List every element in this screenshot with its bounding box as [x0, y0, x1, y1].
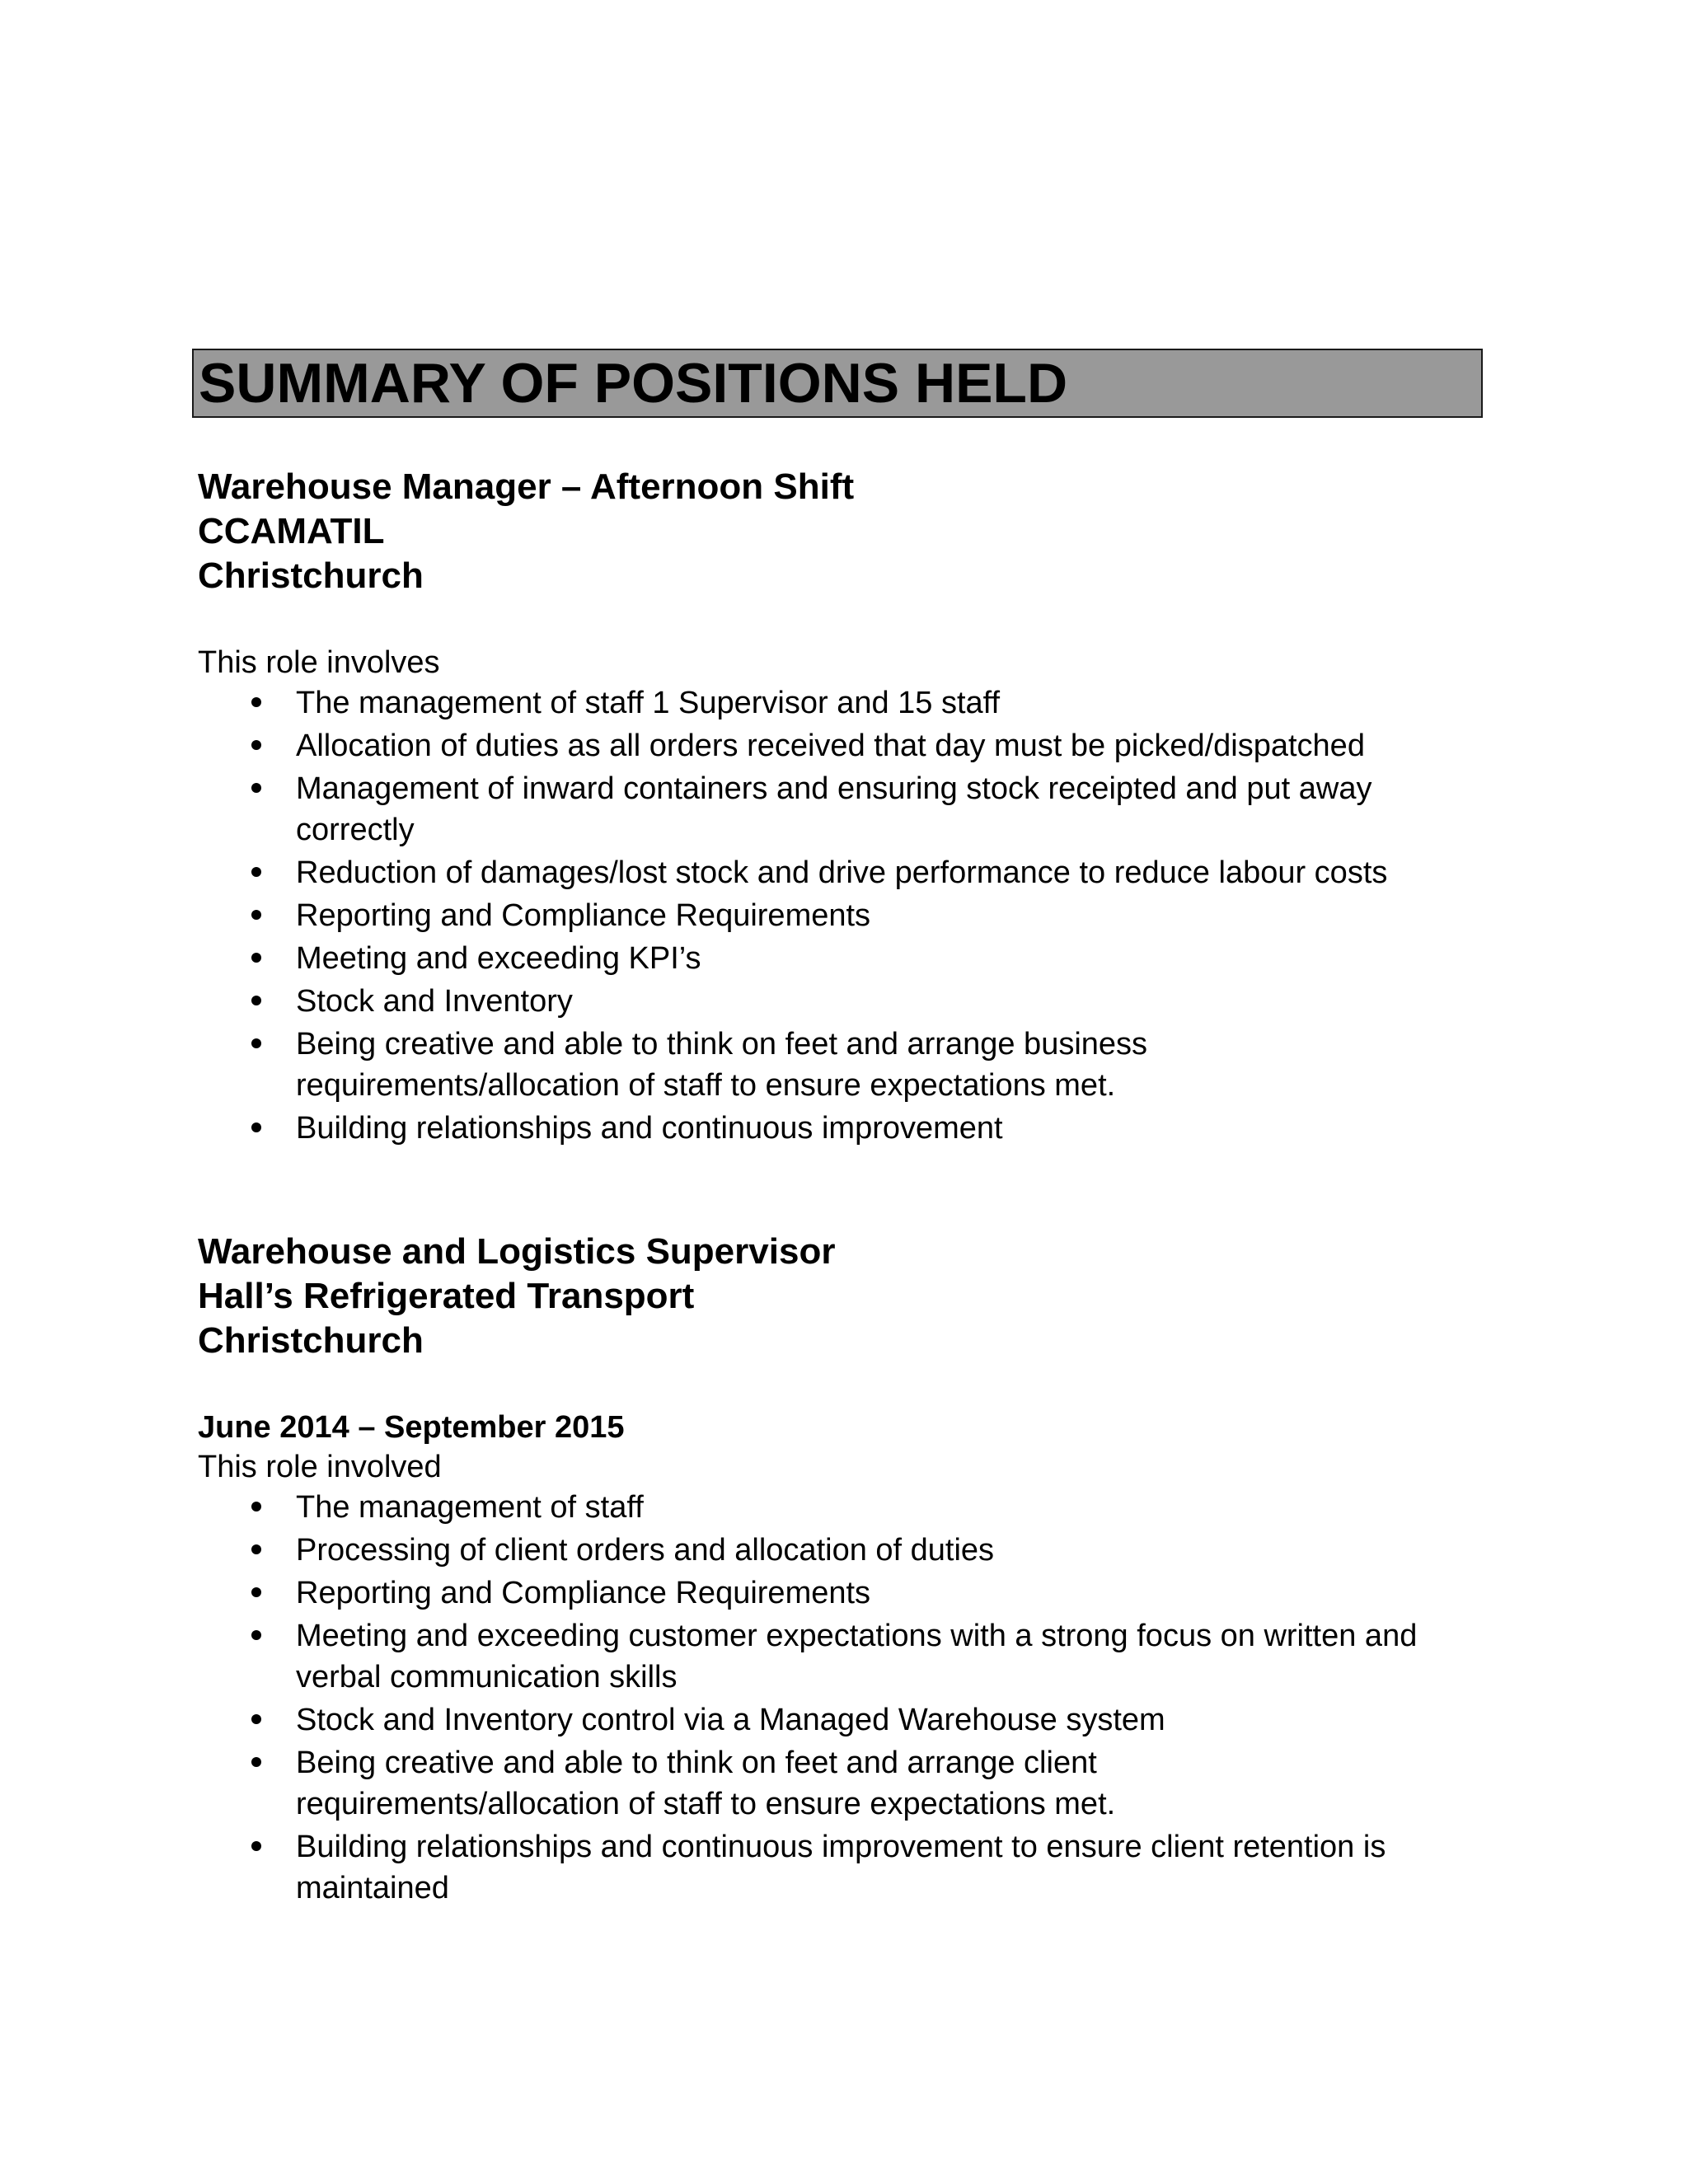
bullet-icon [251, 1038, 261, 1048]
duty-item [198, 725, 1492, 766]
duty-text: Meeting and exceeding KPI’s [296, 941, 701, 976]
position-1-title: Warehouse Manager – Afternoon Shift [198, 466, 855, 507]
duty-text: Being creative and able to think on feet and arrange client requirements/allocation of staff to ensure expectations met. [296, 1746, 1116, 1821]
duty-item [198, 1615, 1492, 1698]
bullet-icon [251, 1757, 261, 1767]
duty-text: Stock and Inventory control via a Managed Warehouse system [296, 1703, 1165, 1737]
position-2-duties [198, 1487, 1492, 1909]
bullet-icon [251, 1544, 261, 1554]
duty-text: The management of staff [296, 1490, 644, 1525]
duty-item [198, 1530, 1492, 1571]
duty-text: Processing of client orders and allocation of duties [296, 1533, 995, 1568]
duty-item [198, 938, 1492, 979]
position-1-location: Christchurch [198, 555, 424, 596]
position-2-company: Hall’s Refrigerated Transport [198, 1276, 695, 1316]
duty-text: Allocation of duties as all orders received that day must be picked/dispatched [296, 729, 1365, 763]
position-2-dates: June 2014 – September 2015 [198, 1410, 625, 1445]
bullet-icon [251, 1841, 261, 1851]
duty-item [198, 1742, 1492, 1825]
duty-text: Reporting and Compliance Requirements [296, 898, 871, 933]
position-2-intro: This role involved [198, 1450, 442, 1484]
duty-item [198, 1024, 1492, 1106]
bullet-icon [251, 953, 261, 963]
position-2-location: Christchurch [198, 1320, 424, 1361]
duty-item [198, 1108, 1492, 1149]
bullet-icon [251, 740, 261, 750]
duty-item [198, 1699, 1492, 1741]
duty-text: The management of staff 1 Supervisor and 15 staff [296, 686, 1001, 720]
position-1-body [198, 643, 1492, 1151]
duty-item [198, 852, 1492, 893]
position-2-body [198, 1408, 1492, 1910]
bullet-icon [251, 1502, 261, 1511]
position-2-header [198, 1230, 835, 1363]
bullet-icon [251, 867, 261, 877]
duty-text: Management of inward containers and ensuring stock receipted and put away correctly [296, 771, 1372, 847]
position-1-company: CCAMATIL [198, 511, 385, 551]
section-heading-box [192, 349, 1483, 418]
duty-text: Building relationships and continuous improvement to ensure client retention is maintained [296, 1830, 1386, 1905]
section-heading: SUMMARY OF POSITIONS HELD [199, 352, 1068, 415]
bullet-icon [251, 697, 261, 707]
position-1-header [198, 465, 854, 598]
duty-text: Building relationships and continuous improvement [296, 1111, 1003, 1146]
bullet-icon [251, 996, 261, 1005]
position-1-intro: This role involves [198, 645, 440, 680]
bullet-icon [251, 1587, 261, 1597]
position-2-title: Warehouse and Logistics Supervisor [198, 1231, 836, 1272]
duty-item [198, 1487, 1492, 1528]
duty-item [198, 768, 1492, 851]
bullet-icon [251, 910, 261, 920]
bullet-icon [251, 1630, 261, 1640]
duty-text: Reporting and Compliance Requirements [296, 1576, 871, 1610]
position-1-duties [198, 682, 1492, 1149]
duty-item [198, 981, 1492, 1022]
duty-item [198, 682, 1492, 724]
duty-item [198, 1572, 1492, 1614]
duty-text: Stock and Inventory [296, 984, 573, 1019]
duty-item [198, 1826, 1492, 1909]
bullet-icon [251, 1122, 261, 1132]
duty-text: Being creative and able to think on feet and arrange business requirements/allocation of staff to ensure expectations met. [296, 1027, 1148, 1103]
bullet-icon [251, 783, 261, 793]
duty-item [198, 895, 1492, 936]
bullet-icon [251, 1714, 261, 1724]
duty-text: Meeting and exceeding customer expectations with a strong focus on written and verbal communication skills [296, 1619, 1418, 1694]
duty-text: Reduction of damages/lost stock and drive performance to reduce labour costs [296, 855, 1388, 890]
